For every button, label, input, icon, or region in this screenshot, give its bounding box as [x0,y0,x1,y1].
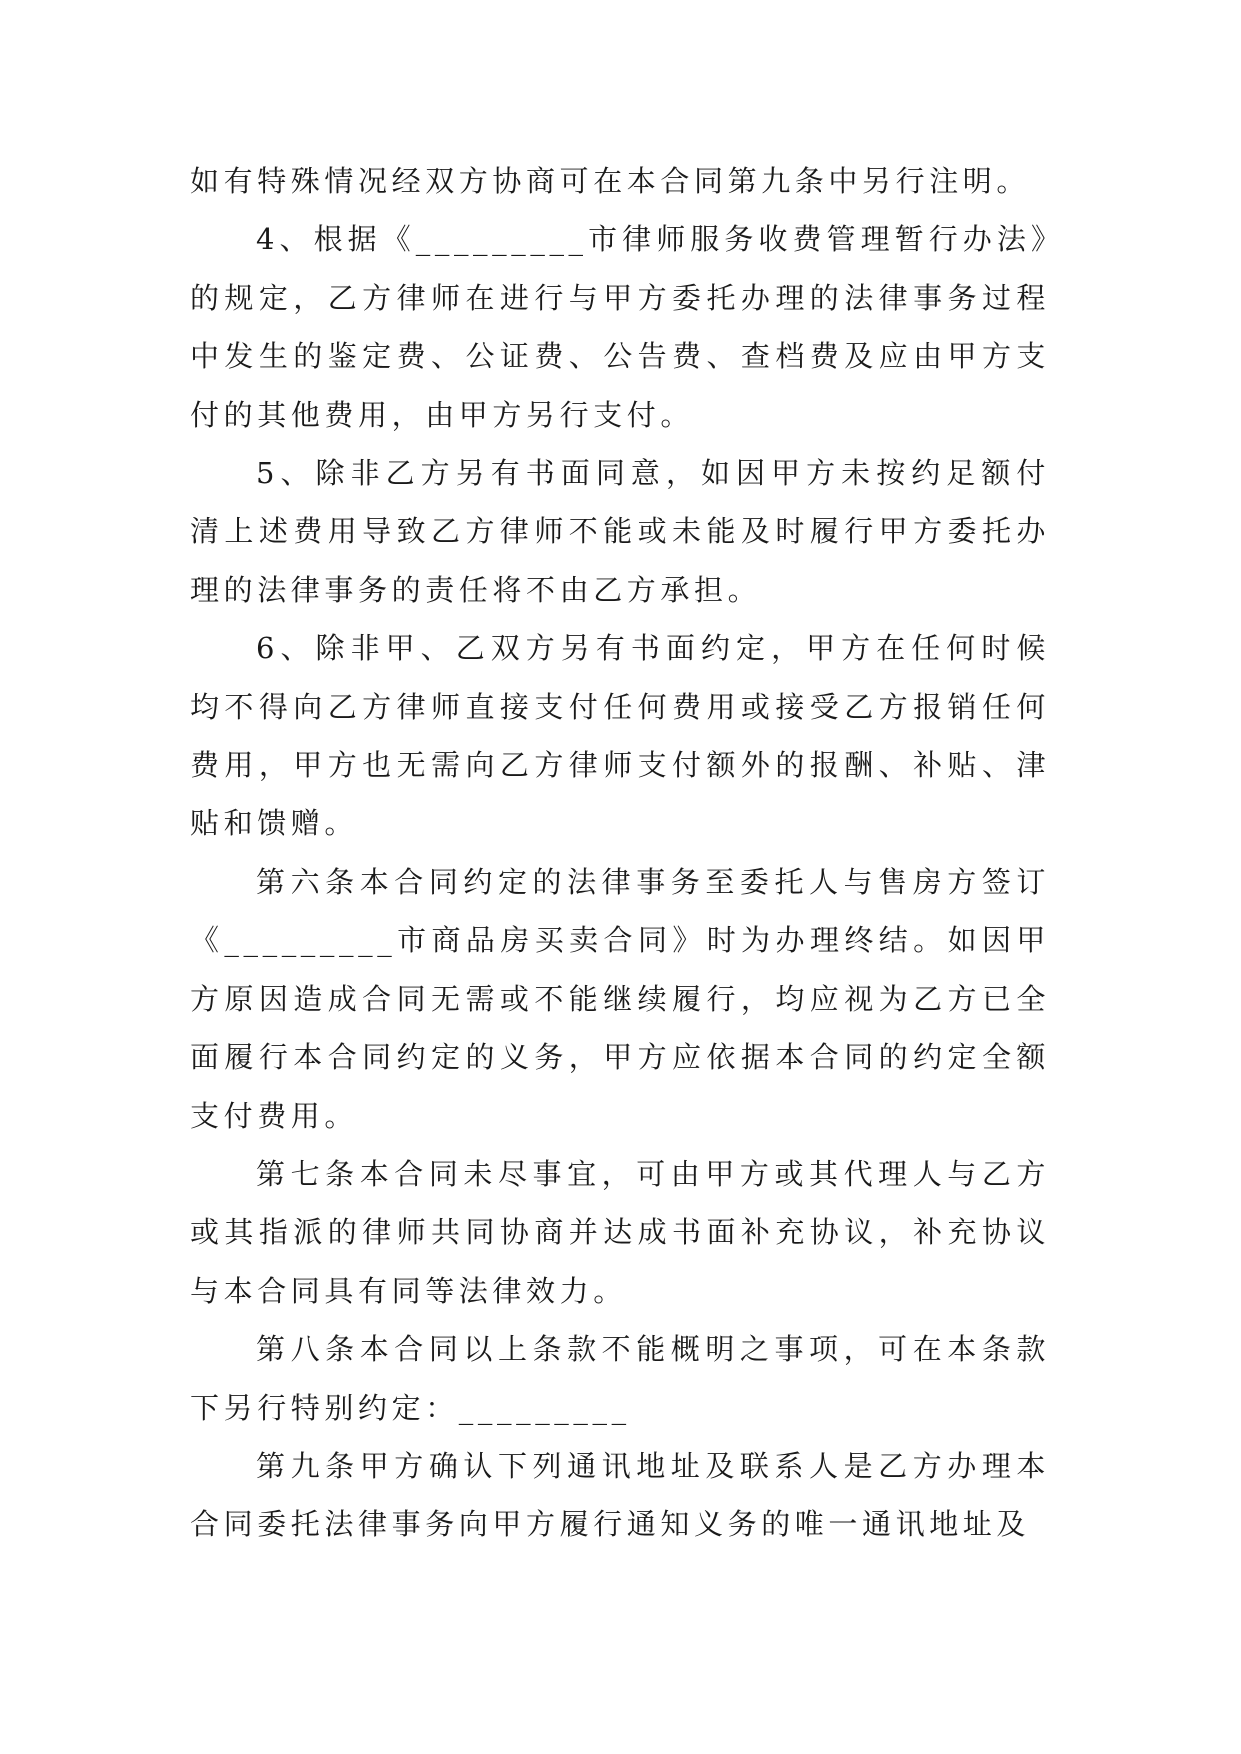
document-body [190,152,1050,1554]
paragraph-article-8-special: 第八条本合同以上条款不能概明之事项，可在本条款下另行特别约定：_________ [190,1332,1050,1425]
paragraph-clause-5-liability: 5、除非乙方另有书面同意，如因甲方未按约足额付清上述费用导致乙方律师不能或未能及时履行甲方委托办理的法律事务的责任将不由乙方承担。 [190,456,1050,607]
paragraph-special-circumstances: 如有特殊情况经双方协商可在本合同第九条中另行注明。 [190,164,1031,198]
paragraph-clause-6-payments: 6、除非甲、乙双方另有书面约定，甲方在任何时候均不得向乙方律师直接支付任何费用或接受乙方报销任何费用，甲方也无需向乙方律师支付额外的报酬、补贴、津贴和馈赠。 [190,631,1050,841]
paragraph-article-7-supplement: 第七条本合同未尽事宜，可由甲方或其代理人与乙方或其指派的律师共同协商并达成书面补充协议，补充协议与本合同具有同等法律效力。 [190,1156,1050,1308]
paragraph-article-6-termination: 第六条本合同约定的法律事务至委托人与售房方签订《_________市商品房买卖合同》时为办理终结。如因甲方原因造成合同无需或不能继续履行，均应视为乙方已全面履行本合同约定的义务，甲方应依据本合同的约定全额支付费用。 [190,864,1050,1133]
paragraph-clause-4-fees: 4、根据《_________市律师服务收费管理暂行办法》的规定，乙方律师在进行与甲方委托办理的法律事务过程中发生的鉴定费、公证费、公告费、查档费及应由甲方支付的其他费用，由甲方另行支付。 [190,222,1050,432]
paragraph-article-9-address: 第九条甲方确认下列通讯地址及联系人是乙方办理本合同委托法律事务向甲方履行通知义务的唯一通讯地址及 [190,1448,1050,1542]
